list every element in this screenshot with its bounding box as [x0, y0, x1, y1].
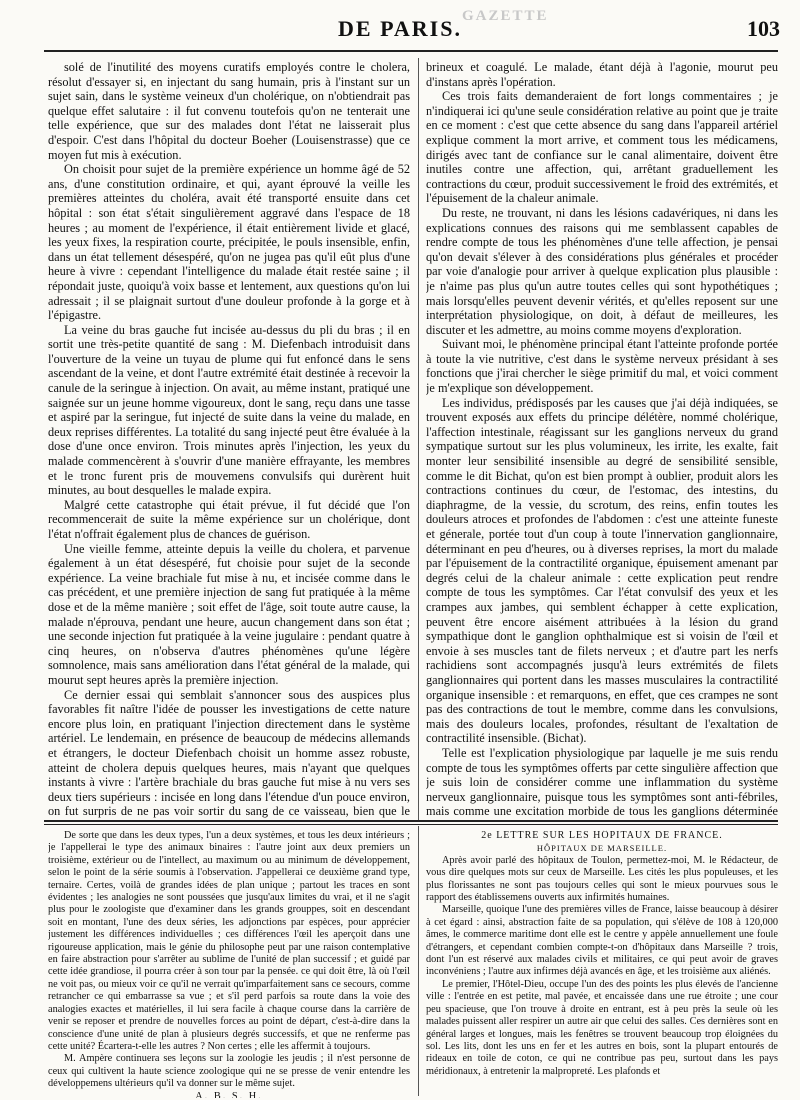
section-heading: 2e LETTRE SUR LES HÔPITAUX DE FRANCE. [481, 830, 723, 841]
paragraph: De sorte que dans les deux types, l'un a deux systèmes, et tous les deux intérieurs ; je l'appellerai le type des animaux binaires : l'autre joint aux deux premiers un troisième, extérieur ou de l'intellect, au maximum ou au minimum de développement, selon le point de la série soumis à l'observation. J'appellerai ce deuxième grand type, ternaire. Certes, voilà de grandes idées de plan unique ; partout les traces en sont évidentes ; les analogies ne sont poussées que jusqu'aux limites du vrai, et il ne s'agit plus pour le zoologiste que d'examiner dans les grands grouppes, soit en descendant soit en montant, l'une des deux séries, les adjonctions par espèces, pour apprécier justement les différences individuelles ; ces différences l'œil les aperçoit dans une rigoureuse application, mais le génie du philosophe peut par une raison contemplative en faire abstraction pour s'arrêter au sublime de l'unité de plan successif ; et guidé par cette idée grandiose, il pourra créer à son tour par la pensée. ce qui doit être, là où l'œil ne voit pas, ou mieux voir ce qu'il ne verrait qu'imparfaitement sans ce secours, comme retrancher ce qui embarrasse sa vue ; et s'il perd parfois sa route dans la voie des analogies exactes et matérielles, il lui sera facile à chaque course dans la carrière de venir se reposer et prendre de nouvelles forces au point de départ, c'est-à-dire dans la conscience d'une unité de plan à plusieurs degrés successifs, et que ne renferme pas cette unité? Écartera-t-elle les autres ? Non certes ; elle les affermit à toujours. [48, 830, 410, 1052]
feuilleton-right [426, 830, 778, 1098]
column-divider [418, 58, 419, 820]
paragraph: La veine du bras gauche fut incisée au-dessus du pli du bras ; il en sortit une très-petite quantité de sang : M. Diefenbach introduisit dans l'ouverture de la veine un tuyau de plume qui fut enfoncé dans le sens ascendant de la veine, et dont l'autre extrémité était destinée à recevoir la canule de la seringue à injection. On avait, au même instant, pratiqué une saignée sur un jeune homme vigoureux, dont le sang, reçu dans une tasse et aspiré par la seringue, fut injecté de suite dans la veine du malade, en deux reprises différentes. La totalité du sang injecté peut être évaluée à la dose d'une once environ. Trois minutes après l'injection, les yeux du malade commencèrent à s'ouvrir d'une manière effrayante, les membres et le tronc furent pris de mouvemens convulsifs qui durèrent huit minutes, au bout desquelles le malade expira. [48, 322, 410, 498]
page-header [0, 0, 800, 58]
paragraph: Après avoir parlé des hôpitaux de Toulon, permettez-moi, M. le Rédacteur, de vous dire quelques mots sur ceux de Marseille. Les cités les plus populeuses, et les plus florissantes ne sont pas toujours celles qui sont le mieux pourvues sous le rapport des établissemens ouverts aux infirmités humaines. [426, 854, 778, 904]
header-rule [44, 50, 778, 52]
paragraph: Une vieille femme, atteinte depuis la veille du cholera, et parvenue également à un état désespéré, fut choisie pour sujet de la seconde expérience. La veine brachiale fut mise à nu, et incisée comme dans le cas précédent, et une première injection de sang fut pratiquée à la même dose et de la même manière ; soit effet de l'âge, soit toute autre cause, la malade n'éprouva, pendant une heure, aucun changement dans son état ; une seconde injection fut pratiquée à la veine jugulaire : pendant quatre à cinq heures, on n'observa d'autres phénomènes qu'une légère somnolence, mais sans amélioration dans l'état général de la malade, qui mourut sept heures après la première injection. [48, 541, 410, 687]
paragraph: Les individus, prédisposés par les causes que j'ai déjà indiquées, se trouvent exposés aux effets du principe délétère, nommé cholérique, l'affection intestinale, réagissant sur les ganglions nerveux du grand sympatique surtout sur les plus volumineux, les irrite, les exalte, fait monter leur sensibilité insensible au degré de sensibilité sensible, comme le dit Bichat, qu'on est bien prompt à oublier, produit alors les contractions continues du cœur, de l'estomac, des intestins, du diaphragme, de la vessie, du scrotum, des reins, enfin toutes les douleurs atroces et profondes de l'abdomen : c'est une atteinte funeste et génerale, portée tout d'un coup à toute l'innervation ganglionnaire, déterminant en peu d'heures, ou à diverses reprises, la mort du malade par l'épuisement de la contractilité organique, épuisement amenant par degrés celui de la chaleur animale : cette explication peut rendre compte de tous les symptômes. Car l'état convulsif des yeux et les crampes aux jambes, qui semblent échapper à cette explication, peuvent être encore aisément attribuées à la lésion du grand sympathique dont le ganglion ophthalmique est si voisin de l'œil et envoie à ses muscles tant de filets nerveux ; et d'autre part les nerfs rachidiens sont accompagnés jusqu'à leurs extrémités de filets ganglionnaires qui portent dans les masses musculaires la contractilité organique insensible : et remarquons, en effet, que ces crampes ne sont pas des contractions de tout le membre, comme dans les convulsions, mais des douleurs locales, profondes, résultant de l'exaltation de contractilité insensible. (Bichat). [426, 395, 778, 746]
running-title: DE PARIS. [338, 16, 462, 41]
main-column-right [426, 60, 778, 818]
section-rule [44, 824, 778, 825]
paragraph: Telle est l'explication physiologique par laquelle je me suis rendu compte de tous les symptômes offerts par cette singulière affection que je suis loin de considérer comme une inflammation du système nerveux ganglionnaire, puisque tous les symptômes sont anti-fébriles, mais comme une excitation morbide de tous les ganglions déterminée [426, 745, 778, 818]
paragraph: On choisit pour sujet de la première expérience un homme âgé de 52 ans, d'une constitution ordinaire, et qui, ayant éprouvé la veille les premières atteintes du choléra, avait été transporté ensuite dans cet hôpital : son état s'était singulièrement aggravé dans l'espace de 18 heures ; au moment de l'expérience, il était entièrement livide et glacé, les yeux fixes, la respiration courte, précipitée, le pouls insensible, enfin, dans un état tellement désespéré, qu'on ne jugea pas qu'il eût plus d'une heure à vivre : cependant l'intelligence du malade était restée saine ; il répondait juste, quoiqu'à voix basse et lentement, aux questions qu'on lui adressait ; il se plaignait surtout d'une douleur profonde à la gorge et à l'épigastre. [48, 162, 410, 323]
paragraph: Du reste, ne trouvant, ni dans les lésions cadavériques, ni dans les explications connues des raisons qui me semblassent capables de rendre compte de tous les phénomènes d'une telle affection, je pensai qu'on devait s'élever à des considérations plus générales et procéder par voie d'analogie pour arriver à quelque explication plus plausible : je n'aime pas plus qu'un autre toutes celles qui sont hypothétiques ; mais lorsqu'elles peuvent devenir vérités, et qu'elles reposent sur une interprétation physiologique, on doit, à défaut de meilleures, les discuter et les admettre, au moins comme moyens d'exploration. [426, 205, 778, 337]
paragraph: Malgré cette catastrophe qui était prévue, il fut décidé que l'on recommencerait de suite la même expérience sur un cholérique, dont l'état n'offrait également plus de chances de guérison. [48, 497, 410, 541]
paragraph: M. Ampère continuera ses leçons sur la zoologie les jeudis ; il n'est personne de ceux qui cultivent la haute science zoologique qui ne se presse de venir entendre les développemens ultérieurs qu'il va donner sur le même sujet. [48, 1053, 410, 1090]
paragraph: Suivant moi, le phénomène principal étant l'atteinte profonde portée à toute la vie nutritive, c'est dans le système nerveux présidant à ses fonctions que j'irai chercher le siège primitif du mal, et voici comment je m'explique son développement. [426, 337, 778, 396]
page-number: 103 [747, 16, 780, 41]
feuilleton-left [48, 830, 410, 1098]
paragraph: brineux et coagulé. Le malade, étant déjà à l'agonie, mourut peu d'instans après l'opération. [426, 60, 778, 89]
paragraph: Ces trois faits demanderaient de fort longs commentaires ; je n'indiquerai ici qu'une seule considération relative au point que je traite en ce moment : c'est que cette absence du sang dans l'appareil artériel explique comment la mort arrive, et comment tous les médicamens, dirigés avec tant de confiance sur le canal alimentaire, doivent être inutiles contre une affection, qui, arrêtant graduellement les contractions du cœur, produit successivement le froid des extrémités, et l'épuisement de la chaleur animale. [426, 89, 778, 206]
feuilleton-divider [418, 826, 419, 1096]
paragraph: Ce dernier essai qui semblait s'annoncer sous des auspices plus favorables fit naître l'idée de pousser les investigations de cette nature encore plus loin, en pratiquant l'injection directement dans le système artériel. Le lendemain, en présence de beaucoup de médecins allemands et étrangers, le docteur Diefenbach choisit un homme assez robuste, atteint de cholera depuis quelques heures, mais n'ayant que quelques instants à vivre : l'artère brachiale du bras gauche fut mise à nu vers ses deux tiers supérieurs : incisée en long dans l'étendue d'un pouce environ, on fut surpris de ne pas voir sortir du sang de ce vaisseau, bien que le [48, 687, 410, 818]
paragraph: solé de l'inutilité des moyens curatifs employés contre le cholera, résolut d'essayer si, en injectant du sang humain, pris à l'instant sur un sujet sain, dans le système veineux d'un cholérique, on n'obtiendrait pas quelque effet salutaire : il fut convenu toutefois qu'on ne tenterait une telle expérience, que sur des malades dont l'état ne laisserait plus d'espoir. C'est dans l'hôpital du docteur Boeher (Louisenstrasse) que ce moyen fut mis à exécution. [48, 60, 410, 162]
main-column-left [48, 60, 410, 818]
paragraph: Le premier, l'Hôtel-Dieu, occupe l'un des des points les plus élevés de l'ancienne ville : l'entrée en est petite, mal pavée, et encaissée dans une rue étroite ; une cour peu spacieuse, que l'on trouve à droite en entrant, est à peu près la seule où les malades puissent aller respirer un autre air que celui des salles. Ces dernières sont en général larges et longues, mais les fenêtres se trouvent beaucoup trop éloignées du sol. Les lits, dont les uns en fer et les autres en bois, sont la plupart entourés de rideaux en toile de coton, ce qui ne contribue pas peu, surtout dans les pays méridionaux, à entretenir la malpropreté. Les plafonds et [426, 978, 778, 1077]
paragraph: Marseille, quoique l'une des premières villes de France, laisse beaucoup à désirer à cet égard : ainsi, abstraction faite de sa population, qui s'élève de 108 à 120,000 âmes, le commerce maritime dont elle est le centre y appèle annuellement une foule d'étrangers, et cependant combien compte-t-on d'hôpitaux dans Marseille ? trois, dont l'un est réservé aux malades civils et militaires, ce qui peut avoir de graves inconvéniens ; l'autre aux infirmes déjà avancés en âge, et les troisième aux aliénés. [426, 904, 778, 978]
section-subheading: HÔPITAUX DE MARSEILLE. [536, 843, 668, 854]
signature: A. B. S. H. [195, 1090, 263, 1098]
section-rule [44, 820, 778, 822]
bleed-through-text: GAZETTE [462, 8, 549, 24]
